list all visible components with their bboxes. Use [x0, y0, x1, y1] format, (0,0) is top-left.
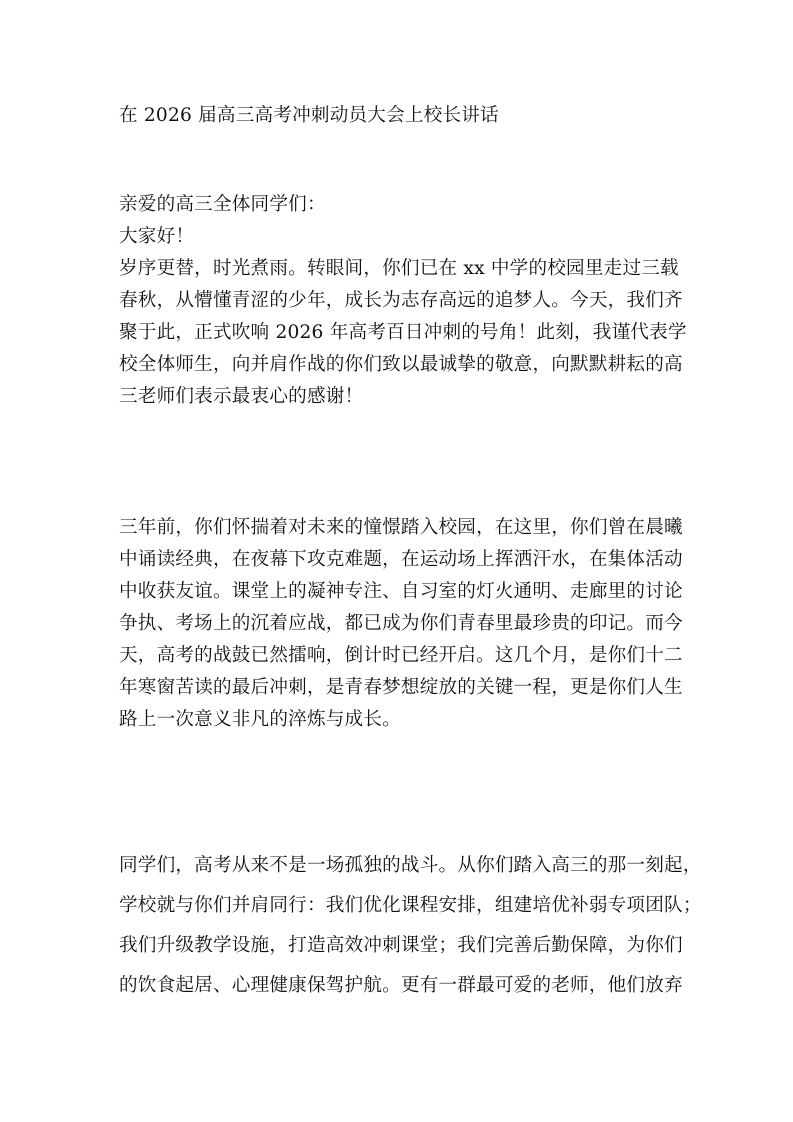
text-line: 三年前，你们怀揣着对未来的憧憬踏入校园，在这里，你们曾在晨曦 [119, 517, 683, 538]
text-line: 年寒窗苦读的最后冲刺，是青春梦想绽放的关键一程，更是你们人生 [119, 677, 683, 698]
greeting: 大家好！ [119, 226, 195, 247]
text-line: 同学们，高考从来不是一场孤独的战斗。从你们踏入高三的那一刻起， [119, 855, 702, 876]
text-line: 岁序更替，时光煮雨。转眼间，你们已在 xx 中学的校园里走过三载 [119, 258, 679, 279]
text-line: 争执、考场上的沉着应战，都已成为你们青春里最珍贵的印记。而今 [119, 613, 683, 634]
text-line: 校全体师生，向并肩作战的你们致以最诚挚的敬意，向默默耕耘的高 [119, 354, 683, 375]
salutation: 亲爱的高三全体同学们： [119, 194, 326, 215]
text-line: 中收获友谊。课堂上的凝神专注、自习室的灯火通明、走廊里的讨论 [119, 581, 683, 602]
text-line: 三老师们表示最衷心的感谢！ [119, 386, 364, 407]
text-line: 的饮食起居、心理健康保驾护航。更有一群最可爱的老师，他们放弃 [119, 975, 683, 996]
text-line: 春秋，从懵懂青涩的少年，成长为志存高远的追梦人。今天，我们齐 [119, 290, 683, 311]
text-line: 中诵读经典，在夜幕下攻克难题，在运动场上挥洒汗水，在集体活动 [119, 549, 683, 570]
text-line: 学校就与你们并肩同行：我们优化课程安排，组建培优补弱专项团队； [119, 895, 702, 916]
text-line: 天，高考的战鼓已然擂响，倒计时已经开启。这几个月，是你们十二 [119, 645, 683, 666]
text-line: 我们升级教学设施，打造高效冲刺课堂；我们完善后勤保障，为你们 [119, 935, 683, 956]
document-title: 在 2026 届高三高考冲刺动员大会上校长讲话 [119, 105, 499, 126]
text-line: 路上一次意义非凡的淬炼与成长。 [119, 709, 401, 730]
text-line: 聚于此，正式吹响 2026 年高考百日冲刺的号角！此刻，我谨代表学 [119, 322, 687, 343]
